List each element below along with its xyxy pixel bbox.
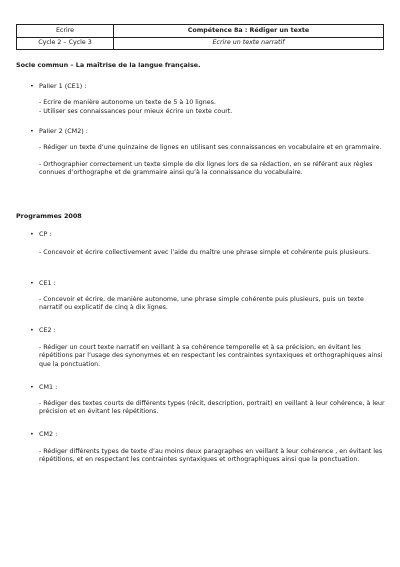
cm2-label: CM2 :	[39, 430, 58, 438]
bullet-icon: •	[30, 279, 34, 287]
ce1-bullet	[30, 279, 56, 287]
header-subject: Ecrire	[17, 25, 114, 38]
bullet-icon: •	[30, 127, 34, 135]
cm2-text: - Rédiger différents types de texte d’au moins deux paragraphes en veillant à leur cohérence , en évitant les répétitions, et en respectant les contraintes syntaxiques et orthographiques ainsi que la ponctuation.	[39, 448, 383, 464]
ce1-label: CE1 :	[39, 279, 56, 287]
programmes-title: Programmes 2008	[16, 212, 82, 220]
ce2-text: - Rédiger un court texte narratif en veillant à sa cohérence temporelle et à sa précision, en évitant les répétitions par l’usage des synonymes et en respectant les contraintes syntaxiques et orthographiques ainsi que la ponctuation.	[39, 344, 383, 368]
socle-title: Socle commun – La maîtrise de la langue française.	[16, 61, 201, 69]
palier2-bullet	[30, 127, 88, 135]
palier1-line-1: - Ecrire de manière autonome un texte de 5 à 10 lignes.	[39, 99, 216, 106]
cp-text: - Concevoir et écrire collectivement avec l’aide du maître une phrase simple et cohérente puis plusieurs.	[39, 249, 371, 256]
palier2-text-2: - Orthographier correctement un texte simple de dix lignes lors de sa rédaction, en se référant aux règles connues d’orthographe et de grammaire ainsi qu’à la connaissance du vocabulaire.	[39, 161, 373, 177]
header-competence: Compétence 8a : Rédiger un texte	[114, 25, 384, 38]
cp-bullet	[30, 230, 52, 238]
cm2-bullet	[30, 430, 57, 438]
palier2-text-1: - Rédiger un texte d’une quinzaine de lignes en utilisant ses connaissances en vocabulaire et en grammaire.	[39, 144, 382, 151]
palier2-label: Palier 2 (CM2) :	[39, 127, 88, 135]
cp-label: CP :	[39, 230, 52, 238]
ce2-bullet	[30, 326, 56, 334]
header-table	[16, 24, 384, 50]
header-cycle: Cycle 2 – Cycle 3	[17, 37, 114, 50]
ce2-label: CE2 :	[39, 326, 56, 334]
bullet-icon: •	[30, 326, 34, 334]
bullet-icon: •	[30, 430, 34, 438]
bullet-icon: •	[30, 230, 34, 238]
bullet-icon: •	[30, 383, 34, 391]
bullet-icon: •	[30, 82, 34, 90]
cm1-text: - Rédiger des textes courts de différents types (récit, description, portrait) en veillant à leur cohérence, à leur précision et en évitant les répétitions.	[39, 400, 385, 416]
palier1-label: Palier 1 (CE1) :	[39, 82, 87, 90]
palier1-line-2: - Utiliser ses connaissances pour mieux écrire un texte court.	[39, 108, 233, 115]
cm1-bullet	[30, 383, 57, 391]
ce1-text: - Concevoir et écrire, de manière autonome, une phrase simple cohérente puis plusieurs, puis un texte narratif ou explicatif de cinq à dix lignes.	[39, 296, 364, 312]
palier1-bullet	[30, 82, 86, 90]
header-subtitle: Ecrire un texte narratif	[114, 37, 384, 50]
cm1-label: CM1 :	[39, 383, 58, 391]
